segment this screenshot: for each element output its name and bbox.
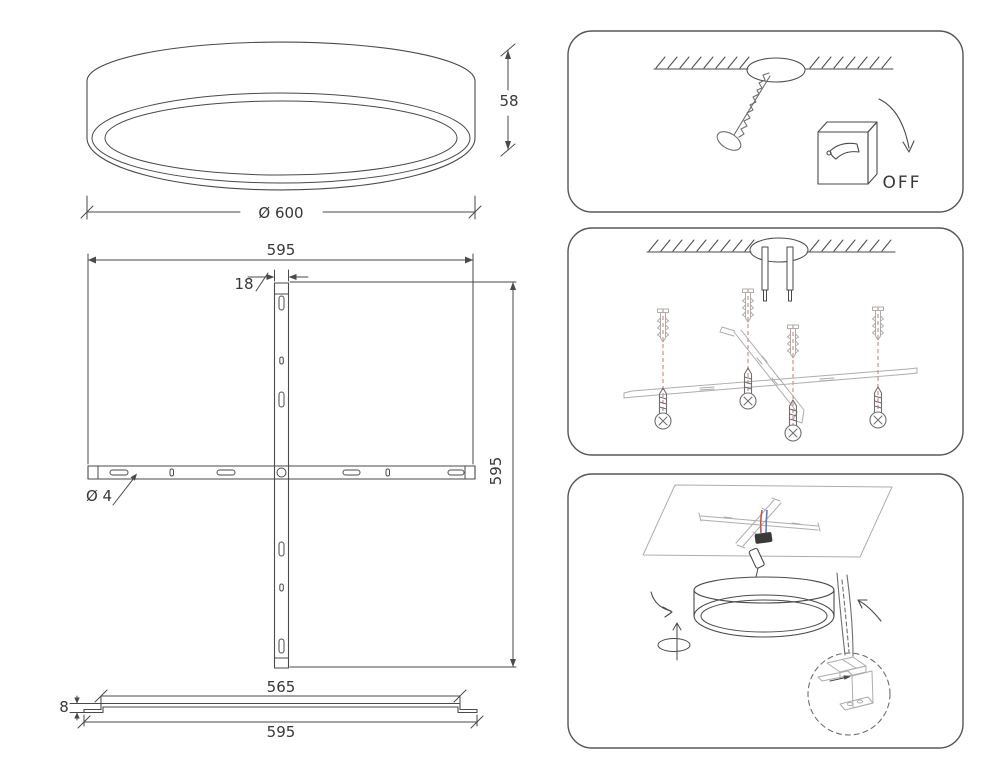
dim-profile-thickness bbox=[59, 696, 101, 720]
dim-arm-width-label: 18 bbox=[234, 275, 254, 293]
dim-hole-label: Ø 4 bbox=[85, 487, 113, 505]
dim-plate-height-label: 595 bbox=[487, 456, 505, 486]
step-2-card bbox=[568, 228, 963, 455]
dim-plate-height bbox=[290, 282, 516, 667]
power-off-label: OFF bbox=[882, 173, 922, 193]
plate-profile-outline bbox=[84, 704, 477, 713]
lamp-drum-outline bbox=[87, 42, 475, 190]
dim-plate-width-label: 595 bbox=[266, 241, 296, 259]
slot-hole bbox=[343, 470, 360, 475]
dim-profile-inner bbox=[95, 678, 466, 703]
dim-profile-thickness-label: 8 bbox=[59, 698, 69, 716]
small-hole bbox=[170, 469, 174, 476]
dim-profile-total bbox=[78, 715, 483, 741]
dim-plate-width bbox=[88, 241, 473, 264]
dim-lamp-height-label: 58 bbox=[499, 92, 519, 110]
dim-profile-inner-label: 565 bbox=[266, 678, 296, 696]
slot-hole bbox=[448, 470, 464, 475]
dim-hole-callout bbox=[86, 474, 137, 506]
step-3-border bbox=[568, 474, 963, 748]
slot-hole bbox=[217, 470, 235, 475]
step-1-card bbox=[568, 31, 963, 212]
step-3-card bbox=[568, 474, 963, 748]
plate-vertical-arm bbox=[275, 283, 289, 668]
dim-lamp-diameter-label: Ø 600 bbox=[258, 204, 304, 222]
slot-hole bbox=[110, 470, 128, 475]
mounting-plate-front-view bbox=[86, 241, 516, 668]
dim-lamp-diameter bbox=[81, 196, 481, 222]
small-hole bbox=[386, 469, 390, 476]
lamp-side-view bbox=[81, 42, 519, 222]
mounting-plate-side-view bbox=[59, 678, 483, 741]
dim-lamp-height bbox=[499, 44, 518, 156]
dim-profile-total-label: 595 bbox=[266, 723, 296, 741]
